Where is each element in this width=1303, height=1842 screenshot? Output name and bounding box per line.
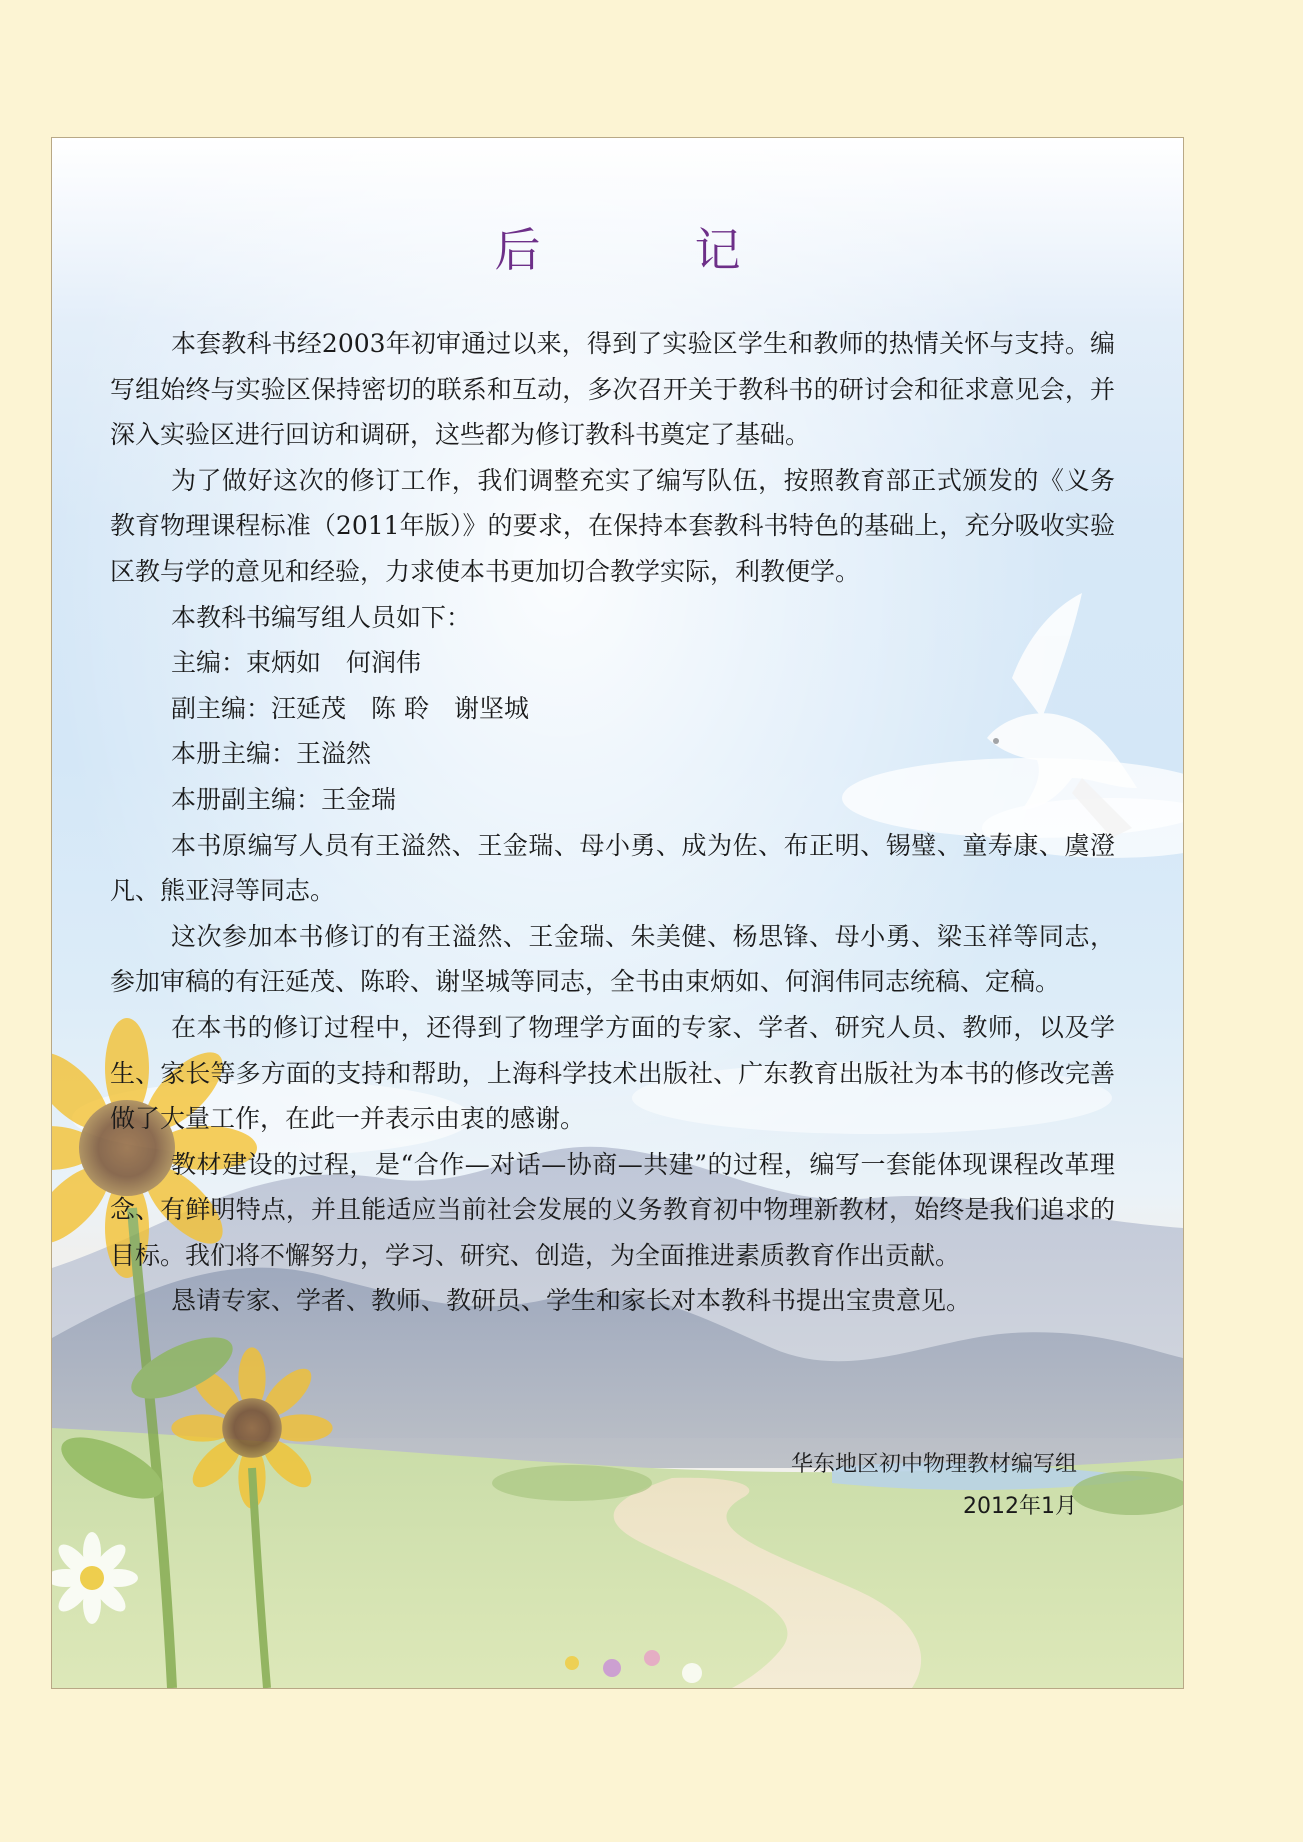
page-title: 后 记: [494, 223, 795, 277]
paragraph: 本套教科书经2003年初审通过以来，得到了实验区学生和教师的热情关怀与支持。编写组始终与实验区保持密切的联系和互动，多次召开关于教科书的研讨会和征求意见会，并深入实验区进行回访和调研，这些都为修订教科书奠定了基础。: [110, 329, 1115, 450]
page-frame: [51, 137, 1184, 1689]
signature-date: 2012年1月: [963, 1494, 1077, 1519]
volume-deputy-editor: 本册副主编：王金瑞: [171, 784, 397, 814]
signature-org: 华东地区初中物理教材编写组: [790, 1452, 1077, 1477]
paragraph: 本书原编写人员有王溢然、王金瑞、母小勇、成为佐、布正明、锡璧、童寿康、虞澄凡、熊亚浔等同志。: [110, 830, 1115, 906]
paragraph: 这次参加本书修订的有王溢然、王金瑞、朱美健、杨思锋、母小勇、梁玉祥等同志，参加审稿的有汪延茂、陈聆、谢坚城等同志，全书由束炳如、何润伟同志统稿、定稿。: [110, 921, 1115, 997]
volume-editor: 本册主编：王溢然: [171, 739, 372, 769]
staff-intro: 本教科书编写组人员如下：: [171, 602, 472, 632]
paragraph: 在本书的修订过程中，还得到了物理学方面的专家、学者、研究人员、教师，以及学生、家长等多方面的支持和帮助，上海科学技术出版社、广东教育出版社为本书的修改完善做了大量工作，在此一并表示由衷的感谢。: [110, 1012, 1115, 1134]
chief-editors: 主编：束炳如 何润伟: [171, 648, 422, 678]
paragraph: 恳请专家、学者、教师、教研员、学生和家长对本教科书提出宝贵意见。: [171, 1286, 972, 1316]
paragraph: 教材建设的过程，是“合作—对话—协商—共建”的过程，编写一套能体现课程改革理念、有鲜明特点，并且能适应当前社会发展的义务教育初中物理新教材，始终是我们追求的目标。我们将不懈努力，学习、研究、创造，为全面推进素质教育作出贡献。: [110, 1149, 1115, 1270]
signature-block: [791, 1444, 1077, 1528]
paragraph: 为了做好这次的修订工作，我们调整充实了编写队伍，按照教育部正式颁发的《义务教育物理课程标准（2011年版）》的要求，在保持本套教科书特色的基础上，充分吸收实验区教与学的意见和经验，力求使本书更加切合教学实际，利教便学。: [110, 465, 1115, 586]
deputy-chief-editors: 副主编：汪延茂 陈 聆 谢坚城: [171, 693, 529, 723]
afterword-body: [110, 321, 1115, 1324]
